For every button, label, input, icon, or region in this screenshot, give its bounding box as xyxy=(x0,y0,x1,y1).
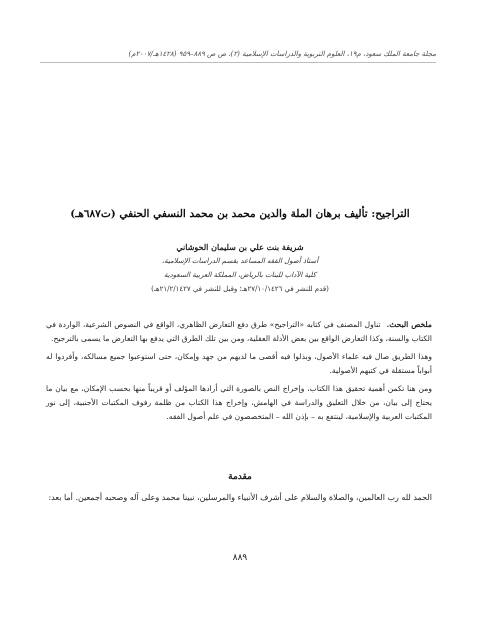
abstract-text-1: تناول المصنف في كتابه «التراجيح» طرق دفع التعارض الظاهري، الواقع في النصوص الشرعية، الواردة في الكتاب والسنة، وكذا التعارض الواقع بين بعض الأدلة العقلية، ومن بين تلك الطرق التي يدفع بها التعارض ما يسمى بالترجيح. xyxy=(46,320,432,343)
header-rule xyxy=(40,62,436,63)
page-number: ٨٨٩ xyxy=(232,553,248,563)
submission-dates: (قدم للنشر في ٢٧/١٠/١٤٢٦هـ؛ وقبل للنشر في ٢١/٢/١٤٢٧هـ) xyxy=(151,285,329,293)
abstract-paragraph-1 xyxy=(46,318,432,346)
author-block xyxy=(60,240,420,296)
abstract-paragraph-2: وهذا الطريق صال فيه علماء الأصول، وبذلوا فيه أقصى ما لديهم من جهد وإمكان، حتى استوعبوا جميع مسالكه، وأفردوا له أبواباً مستقلة في كتبهم الأصولية. xyxy=(46,352,432,375)
author-name: شريفة بنت علي بن سليمان الحوشاني xyxy=(176,242,304,252)
abstract-label: ملخص البحث. xyxy=(386,320,432,329)
abstract xyxy=(46,318,432,428)
introduction-paragraph: الحمد لله رب العالمين، والصلاة والسلام على أشرف الأنبياء والمرسلين، نبينا محمد وعلى آله وصحبه أجمعين. أما بعد: xyxy=(48,493,432,502)
abstract-paragraph-3: ومن هنا تكمن أهمية تحقيق هذا الكتاب، وإخراج النص بالصورة التي أرادها المؤلف أو قريباً منها بحسب الإمكان، مع بيان ما يحتاج إلى بيان، من خلال التعليق والدراسة في الهامش، وإخراج هذا الكتاب من ظلمة رفوف المكتبات الأجنبية، إلى نور المكتبات العربية والإسلامية، لينتفع به – بإذن الله – المتخصصون في علم أصول الفقه. xyxy=(46,384,432,421)
author-affiliation-line-2: كلية الآداب للبنات بالرياض، المملكة العربية السعودية xyxy=(163,271,317,279)
introduction-text xyxy=(46,490,432,506)
running-header: مجلة جامعة الملك سعود، م١٩، العلوم التربوية والدراسات الإسلامية (٢)، ص ص ٨٨٩–٩٥٩ (١٤٢٨هـ/٢٠٠٧م) xyxy=(128,50,436,58)
section-heading-introduction: مقدمة xyxy=(228,472,252,482)
paper-title: التراجيح: تأليف برهان الملة والدين محمد بن محمد النسفي الحنفي (ت٦٨٧هـ) xyxy=(70,208,410,220)
author-affiliation-line-1: أستاذ أصول الفقه المساعد بقسم الدراسات الإسلامية، xyxy=(161,257,319,265)
